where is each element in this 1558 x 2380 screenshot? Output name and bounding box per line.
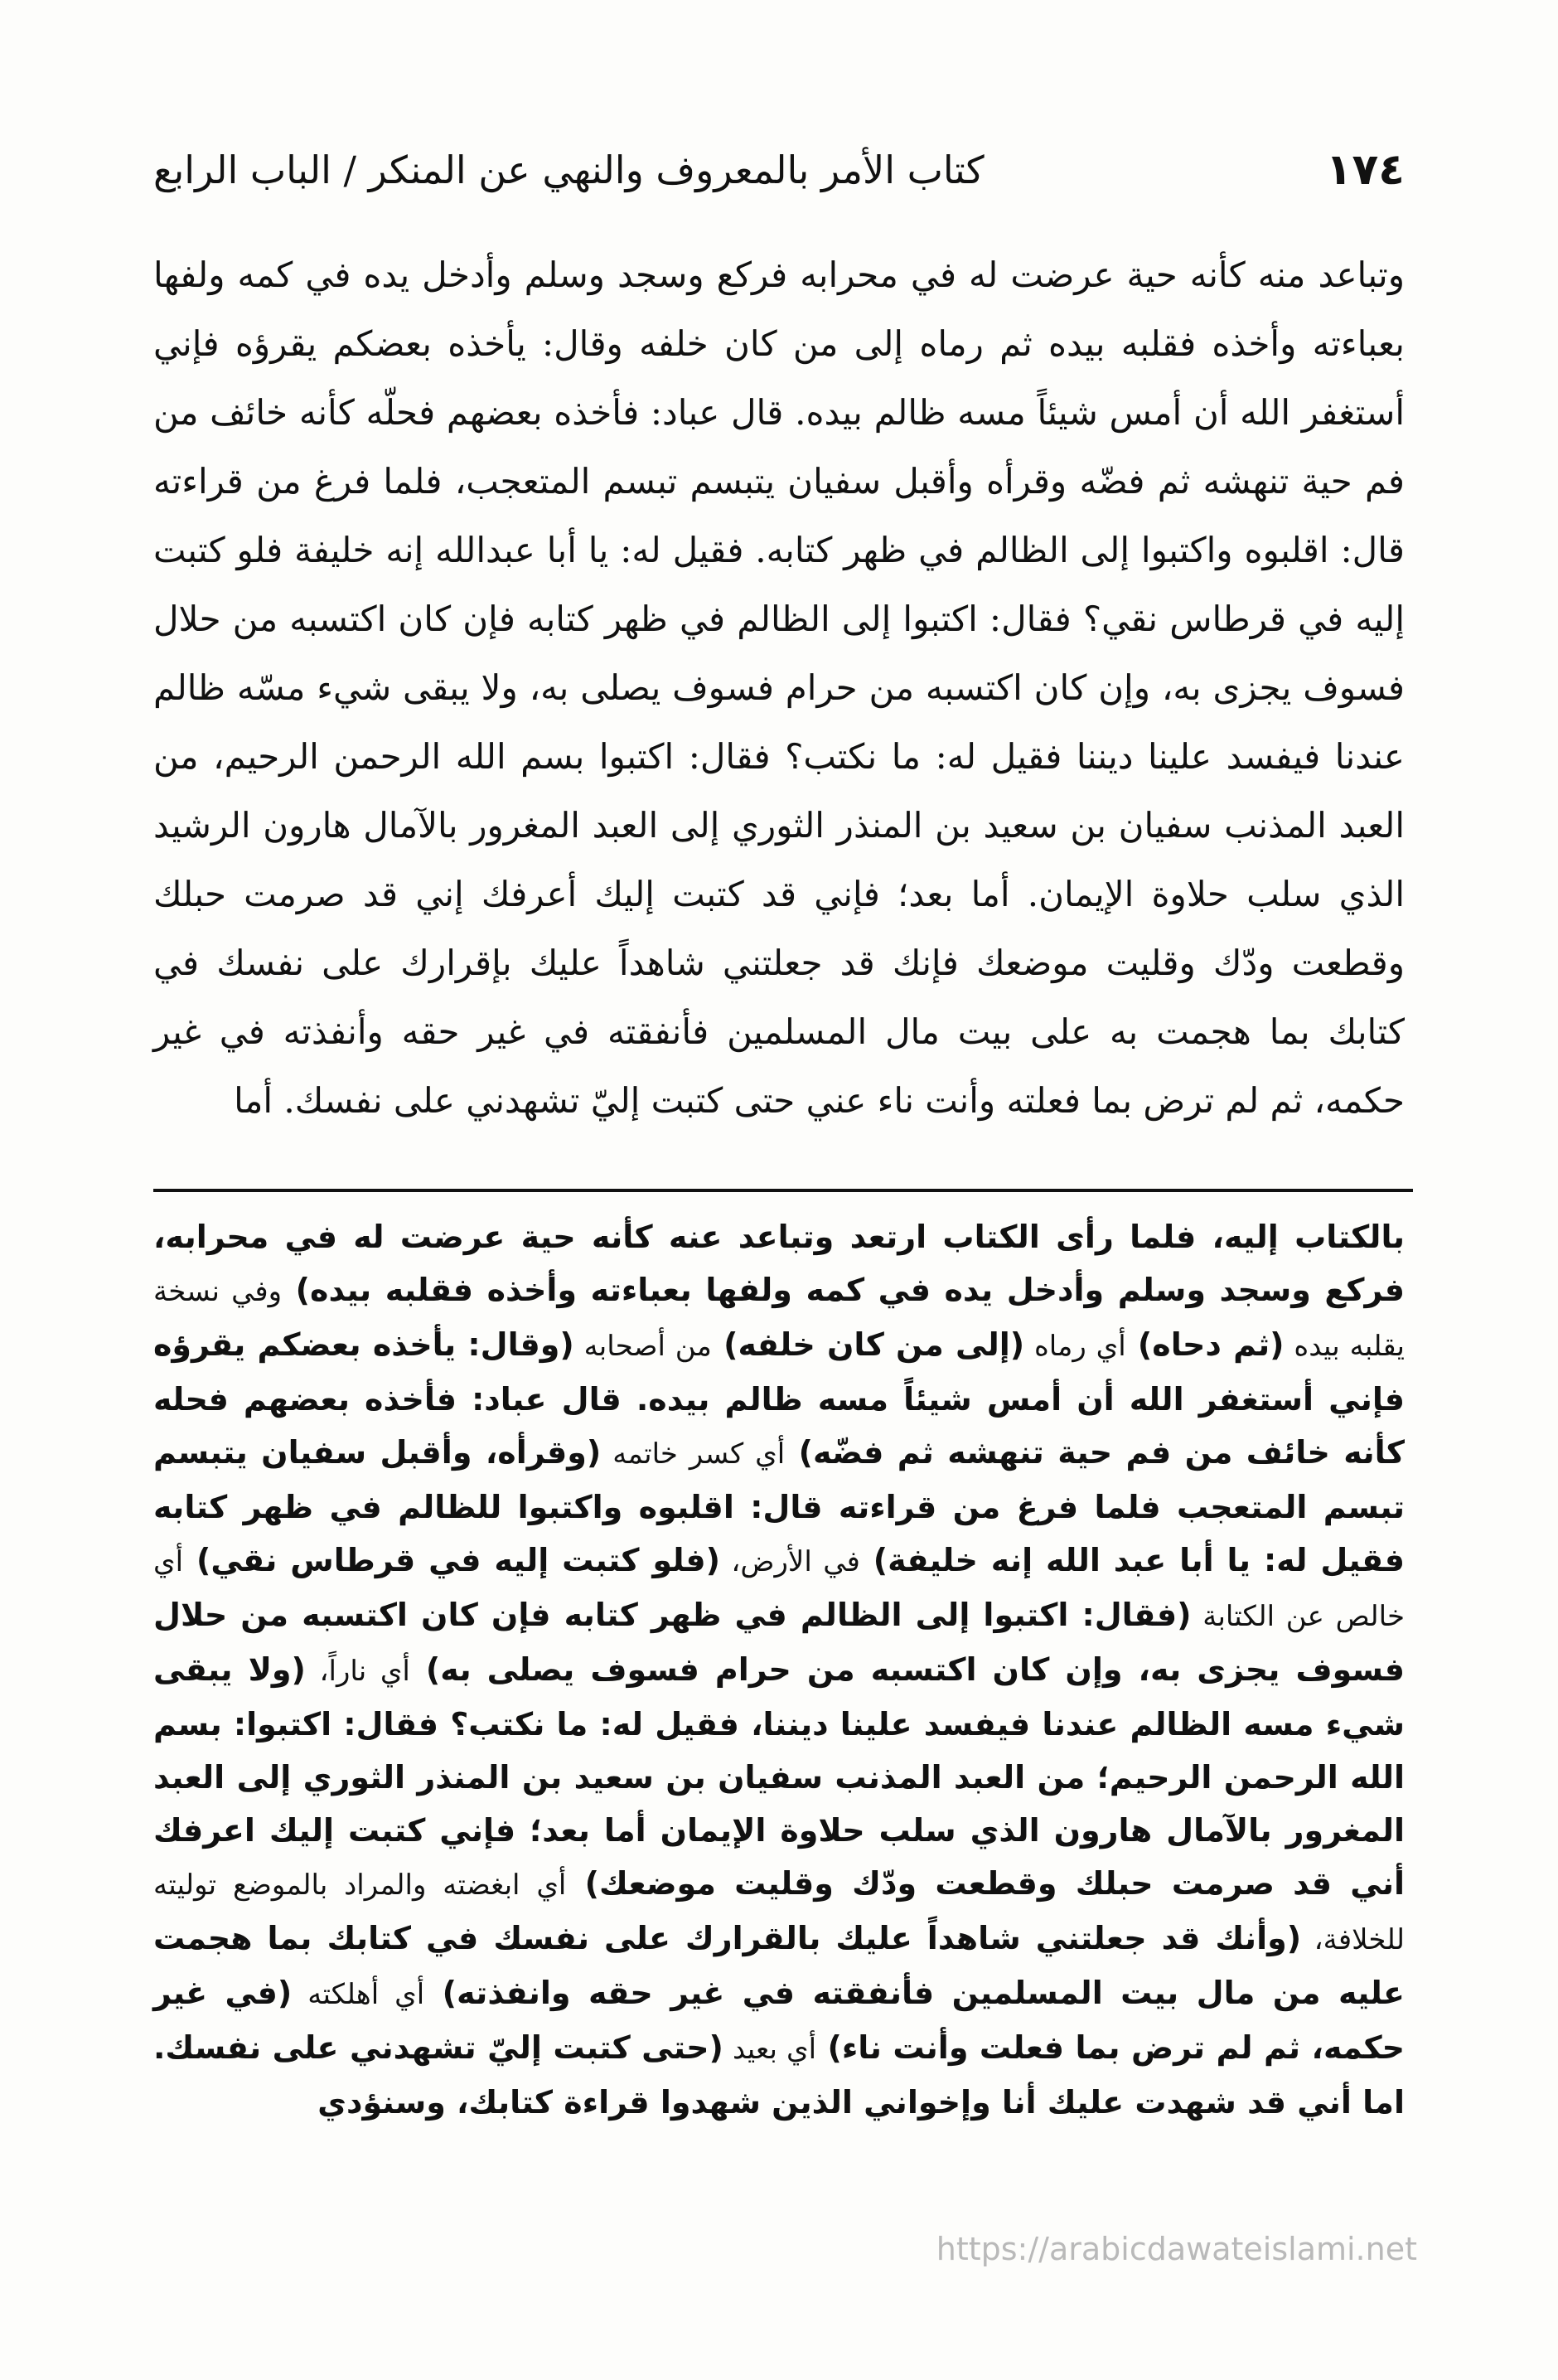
footnote-quote: (وقرأه، وأقبل سفيان يتبسم تبسم المتعجب فلما فرغ من قراءته قال: اقلبوه واكتبوا للظالم في ظهر كتابه فقيل له: يا أبا عبد الله إنه خليفة) <box>153 1434 1406 1578</box>
footnote-commentary <box>153 1210 1405 2129</box>
footnote-gloss: أي رماه <box>1024 1330 1126 1363</box>
footnote-gloss: وفي نسخة يقلبه بيده <box>153 1275 1406 1363</box>
footnote-quote: (ولا يبقى شيء مسه الظالم عندنا فيفسد علينا ديننا، فقيل له: ما نكتب؟ فقال: اكتبوا: بسم الله الرحمن الرحيم؛ من العبد المذنب سفيان بن سعيد بن المنذر الثوري إلى العبد المغرور بالآمال هارون الذي سلب حلاوة الإيمان أما بعد؛ فإني كتبت إليك اعرفك أني قد صرمت حبلك وقطعت ودّك وقليت موضعك) <box>153 1651 1405 1902</box>
main-text-block <box>153 240 1405 1135</box>
watermark-url: https://arabicdawateislami.net <box>936 2231 1417 2267</box>
footnote-gloss: أي خالص عن الكتابة <box>153 1545 1405 1633</box>
page-header <box>153 133 1405 207</box>
main-paragraph: وتباعد منه كأنه حية عرضت له في محرابه فركع وسجد وسلم وأدخل يده في كمه ولفها بعباءته وأخذه فقلبه بيده ثم رماه إلى من كان خلفه وقال: يأخذه بعضكم يقرؤه فإني أستغفر الله أن أمس شيئاً مسه ظالم بيده. قال عباد: فأخذه بعضهم فحلّه كأنه خائف من فم حية تنهشه ثم فضّه وقرأه وأقبل سفيان يتبسم تبسم المتعجب، فلما فرغ من قراءته قال: اقلبوه واكتبوا إلى الظالم في ظهر كتابه. فقيل له: يا أبا عبدالله إنه خليفة فلو كتبت إليه في قرطاس نقي؟ فقال: اكتبوا إلى الظالم في ظهر كتابه فإن كان اكتسبه من حلال فسوف يجزى به، وإن كان اكتسبه من حرام فسوف يصلى به، ولا يبقى شيء مسّه ظالم عندنا فيفسد علينا ديننا فقيل له: ما نكتب؟ فقال: اكتبوا بسم الله الرحمن الرحيم، من العبد المذنب سفيان بن سعيد بن المنذر الثوري إلى العبد المغرور بالآمال هارون الرشيد الذي سلب حلاوة الإيمان. أما بعد؛ فإني قد كتبت إليك أعرفك إني قد صرمت حبلك وقطعت ودّك وقليت موضعك فإنك قد جعلتني شاهداً عليك بإقرارك على نفسك في كتابك بما هجمت به على بيت مال المسلمين فأنفقته في غير حقه وأنفذته في غير حكمه، ثم لم ترض بما فعلته وأنت ناء عني حتى كتبت إليّ تشهدني على نفسك. أما <box>153 254 1405 1121</box>
footnote-divider <box>153 1189 1413 1192</box>
footnote-gloss: أي كسر خاتمه <box>601 1437 786 1471</box>
footnote-gloss: أي ناراً، <box>305 1655 410 1688</box>
footnote-quote: (إلى من كان خلفه) <box>711 1326 1025 1363</box>
footnote-quote: (حتى كتبت إليّ تشهدني على نفسك. اما أني قد شهدت عليك أنا وإخواني الذين شهدوا قراءة كتابك، وسنؤدي <box>153 2029 1405 2121</box>
running-title: كتاب الأمر بالمعروف والنهي عن المنكر / الباب الرابع <box>153 148 985 192</box>
footnote-gloss: أي أهلكته <box>292 1978 425 2011</box>
footnote-quote: (وأنك قد جعلتني شاهداً عليك بالقرارك على نفسك في كتابك بما هجمت عليه من مال بيت المسلمين فأنفقته في غير حقه وانفذته) <box>153 1920 1405 2011</box>
footnote-quote: (فلو كتبت إليه في قرطاس نقي) <box>183 1542 720 1578</box>
footnote-quote: بالكتاب إليه، فلما رأى الكتاب ارتعد وتباعد عنه كأنه حية عرضت له في محرابه، فركع وسجد وسلم وأدخل يده في كمه ولفها بعباءته وأخذه فقلبه بيده) <box>153 1219 1405 1308</box>
footnote-gloss: من أصحابه <box>573 1330 712 1363</box>
footnote-gloss: أي بعيد <box>723 2033 817 2066</box>
footnote-gloss: أي ابغضته والمراد بالموضع توليته للخلافة، <box>153 1869 1405 1956</box>
footnote-quote: (فقال: اكتبوا إلى الظالم في ظهر كتابه فإن كان اكتسبه من حلال فسوف يجزى به، وإن كان اكتسبه من حرام فسوف يصلى به) <box>153 1597 1405 1688</box>
footnote-quote: (ثم دحاه) <box>1125 1326 1285 1363</box>
footnote-gloss: في الأرض، <box>719 1545 860 1578</box>
footnote-paragraph <box>153 1210 1405 2129</box>
footnote-quote: (في غير حكمه، ثم لم ترض بما فعلت وأنت ناء) <box>153 1975 1405 2066</box>
footnote-quote: (وقال: يأخذه بعضكم يقرؤه فإني أستغفر الله أن أمس شيئاً مسه ظالم بيده. قال عباد: فأخذه بعضهم فحله كأنه خائف من فم حية تنهشه ثم فضّه) <box>153 1326 1405 1471</box>
page-number: ١٧٤ <box>1325 145 1405 195</box>
